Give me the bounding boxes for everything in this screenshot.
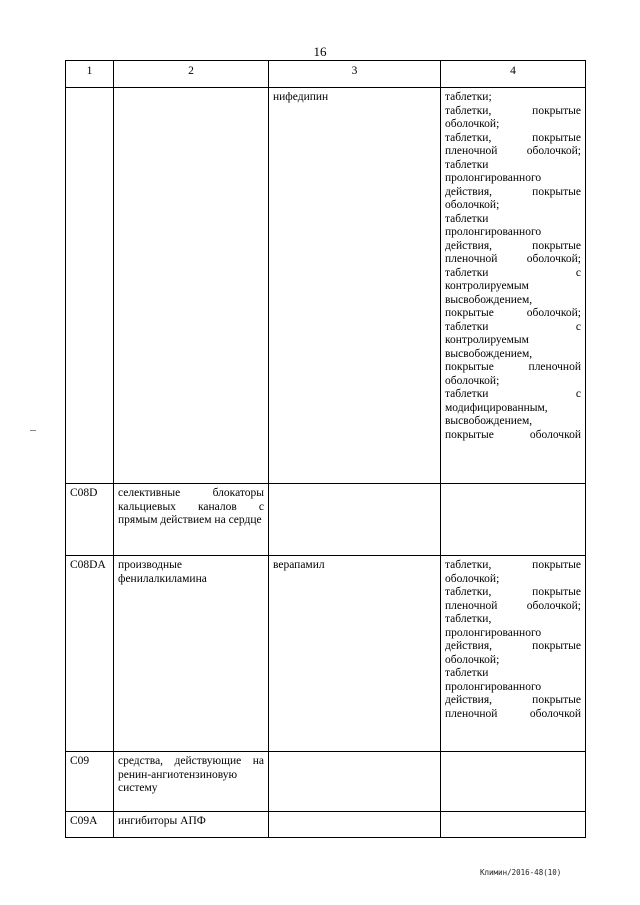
- header-cell-4: 4: [441, 61, 586, 88]
- dosage-form-line: пленочной оболочкой;: [445, 145, 581, 157]
- dosage-form-line: таблетки: [445, 158, 489, 171]
- dosage-form-line: высвобождением,: [445, 347, 533, 360]
- dosage-form-line: таблетки, покрытые: [445, 586, 581, 598]
- group-cell: средства, действующие на ренин-ангиотензиновую систему: [114, 752, 269, 812]
- dosage-form-line: пролонгированного: [445, 172, 542, 184]
- code-cell: C09A: [66, 812, 114, 838]
- substance-cell: нифедипин: [269, 88, 441, 484]
- table-row: [66, 88, 586, 484]
- dosage-form-line: покрытые пленочной: [445, 361, 581, 373]
- dosage-form-line: таблетки;: [445, 91, 492, 103]
- dosage-form-line: оболочкой;: [445, 374, 500, 387]
- dosage-forms-cell: [441, 556, 586, 752]
- dosage-form-line: пролонгированного: [445, 680, 542, 693]
- header-row: [66, 61, 586, 88]
- substance-cell: [269, 812, 441, 838]
- dosage-form-line: таблетки, покрытые: [445, 131, 581, 144]
- dosage-form-line: пленочной оболочкой;: [445, 253, 581, 265]
- substance-cell: верапамил: [269, 556, 441, 752]
- dosage-form-line: действия, покрытые: [445, 694, 581, 706]
- drug-table: [65, 60, 586, 838]
- footer-code: Климин/2016-48(10): [480, 868, 562, 877]
- page-number: 16: [313, 44, 327, 59]
- dosage-form-line: оболочкой;: [445, 199, 500, 211]
- dosage-form-line: пленочной оболочкой: [445, 707, 581, 720]
- dosage-form-line: таблетки: [445, 212, 489, 225]
- dosage-form-line: таблетки с: [445, 388, 581, 400]
- dosage-form-line: пролонгированного: [445, 626, 542, 639]
- dosage-form-line: контролируемым: [445, 334, 529, 346]
- code-cell: C08DA: [66, 556, 114, 752]
- margin-mark: [30, 430, 36, 431]
- substance-cell: [269, 752, 441, 812]
- header-cell-2: 2: [114, 61, 269, 88]
- dosage-form-line: оболочкой;: [445, 572, 500, 585]
- dosage-forms-cell: [441, 752, 586, 812]
- dosage-form-line: таблетки,: [445, 613, 492, 625]
- table-row: [66, 812, 586, 838]
- dosage-form-line: таблетки с: [445, 266, 581, 279]
- table-row: [66, 484, 586, 556]
- group-cell: ингибиторы АПФ: [114, 812, 269, 838]
- header-cell-1: 1: [66, 61, 114, 88]
- dosage-forms-cell: [441, 88, 586, 484]
- dosage-form-line: таблетки, покрытые: [445, 559, 581, 571]
- table-row: [66, 752, 586, 812]
- dosage-form-line: действия, покрытые: [445, 640, 581, 652]
- dosage-form-line: действия, покрытые: [445, 239, 581, 252]
- dosage-form-line: высвобождением,: [445, 293, 533, 306]
- dosage-forms-cell: [441, 812, 586, 838]
- dosage-form-line: пленочной оболочкой;: [445, 599, 581, 612]
- header-cell-3: 3: [269, 61, 441, 88]
- dosage-form-line: пролонгированного: [445, 226, 542, 238]
- dosage-form-line: контролируемым: [445, 280, 529, 292]
- dosage-form-line: оболочкой;: [445, 118, 500, 130]
- dosage-forms-cell: [441, 484, 586, 556]
- group-cell: [114, 88, 269, 484]
- table-row: [66, 556, 586, 752]
- dosage-form-line: модифицированным,: [445, 401, 548, 414]
- dosage-form-line: действия, покрытые: [445, 185, 581, 198]
- dosage-form-line: таблетки, покрытые: [445, 104, 581, 117]
- code-cell: C08D: [66, 484, 114, 556]
- dosage-form-line: высвобождением,: [445, 415, 533, 427]
- dosage-form-line: покрытые оболочкой;: [445, 307, 581, 319]
- dosage-form-line: оболочкой;: [445, 653, 500, 666]
- code-cell: C09: [66, 752, 114, 812]
- code-cell: [66, 88, 114, 484]
- dosage-form-line: таблетки с: [445, 320, 581, 333]
- substance-cell: [269, 484, 441, 556]
- group-cell: селективные блокаторы кальциевых каналов с прямым действием на сердце: [114, 484, 269, 556]
- dosage-form-line: таблетки: [445, 667, 489, 679]
- dosage-form-line: покрытые оболочкой: [445, 428, 581, 441]
- group-cell: производные фенилалкиламина: [114, 556, 269, 752]
